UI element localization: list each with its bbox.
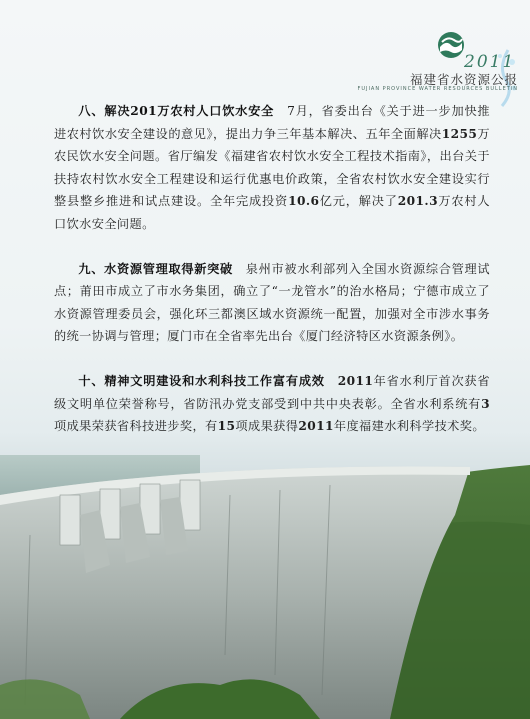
body-text: 亿元，解决了 <box>319 194 398 209</box>
section-heading: 九、水资源管理取得新突破 <box>78 261 233 276</box>
section-heading: 十、精神文明建设和水利科技工作富有成效 <box>78 373 325 388</box>
fujian-water-logo-icon <box>436 30 466 60</box>
body-text: 项成果荣获省科技进步奖，有 <box>54 419 218 434</box>
section-water-management <box>54 258 490 348</box>
bulletin-body <box>54 100 490 460</box>
section-civilization-and-technology <box>54 370 490 438</box>
body-text: 万农村人口饮水安全问题。 <box>54 194 490 231</box>
bulletin-year: 2011 <box>464 52 516 72</box>
body-text: 7月，省委出台《关于进一步加快推进农村饮水安全建设的意见》，提出力争三年基本解决、五年全面解决 <box>54 104 491 141</box>
figure-value: 15 <box>217 419 236 434</box>
figure-value: 201.3 <box>397 194 438 209</box>
figure-value: 3 <box>481 396 490 411</box>
figure-value: 2011 <box>337 373 374 388</box>
figure-value: 1255 <box>441 126 478 141</box>
figure-value: 2011 <box>298 419 334 434</box>
section-rural-water-safety <box>54 100 490 236</box>
body-text: 泉州市被水利部列入全国水资源综合管理试点；莆田市成立了市水务集团，确立了“一龙管水”的治水格局；宁德市成立了水资源管理委员会，强化环三都澳区域水资源统一配置，加强对全市涉水事务的统一协调与管理；厦门市在全省率先出台《厦门经济特区水资源条例》。 <box>54 261 490 344</box>
body-text: 项成果获得 <box>235 419 299 434</box>
section-heading: 八、解决201万农村人口饮水安全 <box>78 104 275 118</box>
bulletin-subtitle: FUJIAN PROVINCE WATER RESOURCES BULLETIN <box>357 86 518 92</box>
dam-photo <box>0 455 530 719</box>
body-text: 万农民饮水安全问题。省厅编发《福建省农村饮水安全工程技术指南》，出台关于扶持农村饮水安全工程建设和运行优惠电价政策，全省农村饮水安全建设实行整县整乡推进和试点建设。全年完成投资 <box>54 126 490 209</box>
bulletin-logo <box>357 30 518 92</box>
body-text: 年省水利厅首次获省级文明单位荣誉称号，省防汛办党支部受到中共中央表彰。全省水利系统有 <box>54 373 490 411</box>
figure-value: 10.6 <box>288 194 320 209</box>
body-text: 年度福建水利科学技术奖。 <box>333 419 485 434</box>
bulletin-title: 福建省水资源公报 <box>409 72 518 87</box>
